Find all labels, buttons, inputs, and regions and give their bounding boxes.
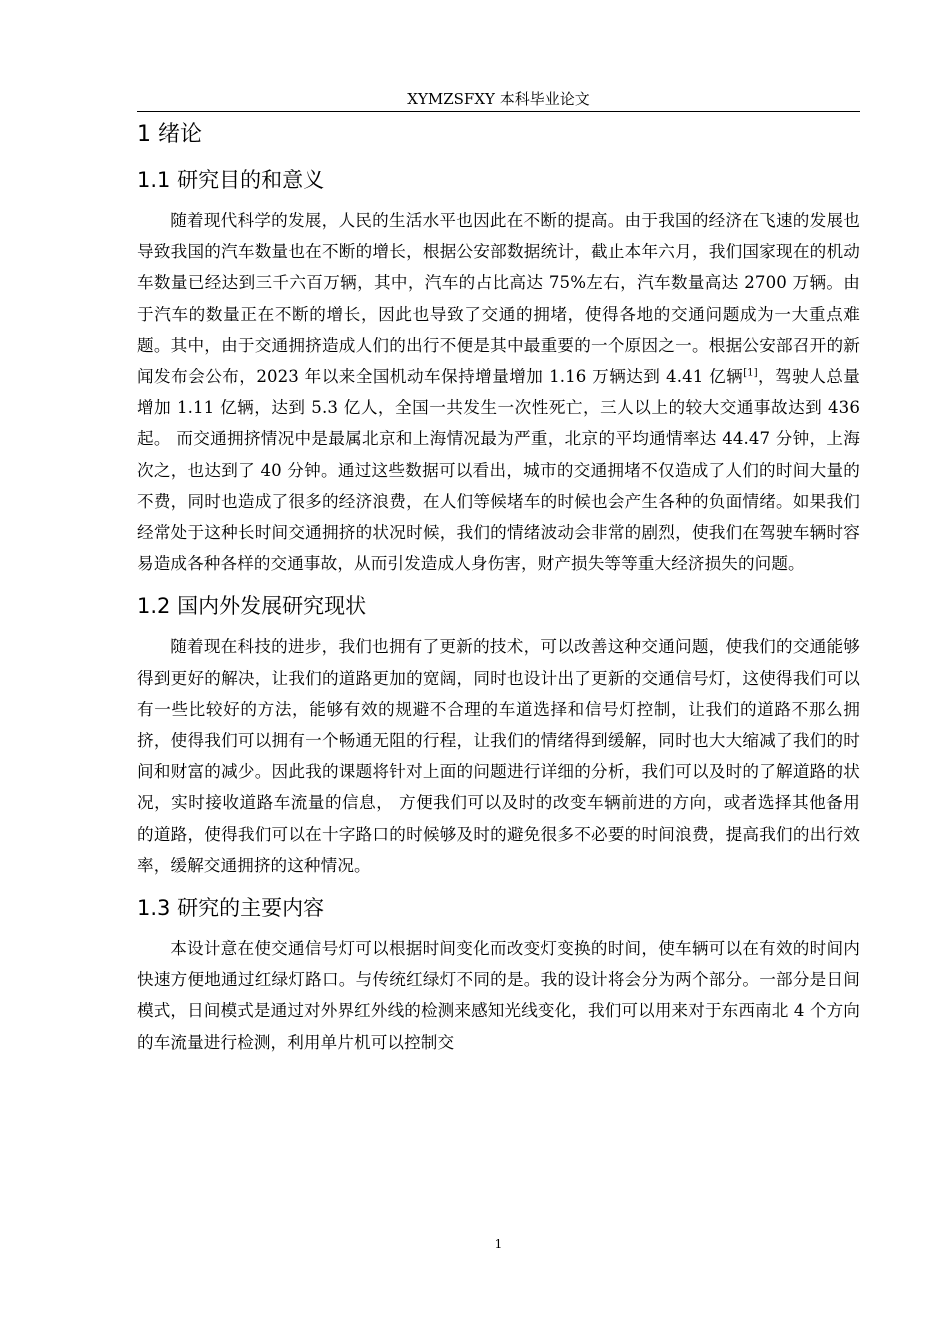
paragraph-1-1	[137, 205, 860, 579]
header-rule	[137, 111, 860, 112]
chapter-title: 1 绪论	[137, 122, 202, 147]
section-title-1-2: 1.2 国内外发展研究现状	[137, 594, 367, 619]
running-header: XYMZSFXY 本科毕业论文	[407, 90, 590, 108]
paragraph-1-2: 随着现在科技的进步，我们也拥有了更新的技术，可以改善这种交通问题，使我们的交通能够得到更好的解决，让我们的道路更加的宽阔，同时也设计出了更新的交通信号灯，这使得我们可以有一些比较好的方法，能够有效的规避不合理的车道选择和信号灯控制，让我们的道路不那么拥挤，使得我们可以拥有一个畅通无阻的行程，让我们的情绪得到缓解，同时也大大缩减了我们的时间和财富的减少。因此我的课题将针对上面的问题进行详细的分析，我们可以及时的了解道路的状况，实时接收道路车流量的信息， 方便我们可以及时的改变车辆前进的方向，或者选择其他备用的道路，使得我们可以在十字路口的时候够及时的避免很多不必要的时间浪费，提高我们的出行效率，缓解交通拥挤的这种情况。	[137, 637, 860, 875]
citation-superscript[interactable]: [1]	[743, 367, 758, 379]
paragraph-text: ，驾驶人总量增加 1.11 亿辆，达到 5.3 亿人，全国一共发生一次性死亡，三人以上的较大交通事故达到 436 起。 而交通拥挤情况中是最属北京和上海情况最为严重，北京的平均通情率达 44.47 分钟，上海次之，也达到了 40 分钟。通过这些数据可以看出，城市的交通拥堵不仅造成了人们的时间大量的不费，同时也造成了很多的经济浪费，在人们等候堵车的时候也会产生各种的负面情绪。如果我们经常处于这种长时间交通拥挤的状况时候，我们的情绪波动会非常的剧烈，使我们在驾驶车辆时容易造成各种各样的交通事故，从而引发造成人身伤害，财产损失等等重大经济损失的问题。	[137, 367, 860, 574]
paragraph-text: 随着现代科学的发展，人民的生活水平也因此在不断的提高。由于我国的经济在飞速的发展也导致我国的汽车数量也在不断的增长，根据公安部数据统计，截止本年六月，我们国家现在的机动车数量已经达到三千六百万辆，其中，汽车的占比高达 75%左右，汽车数量高达 2700 万辆。由于汽车的数量正在不断的增长，因此也导致了交通的拥堵，使得各地的交通问题成为一大重点难题。其中，由于交通拥挤造成人们的出行不便是其中最重要的一个原因之一。根据公安部召开的新闻发布会公布，2023 年以来全国机动车保持增量增加 1.16 万辆达到 4.41 亿辆	[137, 211, 860, 387]
page-number: 1	[494, 1237, 503, 1251]
page-content	[137, 115, 860, 1058]
section-title-1-3: 1.3 研究的主要内容	[137, 896, 325, 921]
section-title-1-1: 1.1 研究目的和意义	[137, 168, 325, 192]
paragraph-1-3: 本设计意在使交通信号灯可以根据时间变化而改变灯变换的时间，使车辆可以在有效的时间内快速方便地通过红绿灯路口。与传统红绿灯不同的是。我的设计将会分为两个部分。一部分是日间模式，日间模式是通过对外界红外线的检测来感知光线变化，我们可以用来对于东西南北 4 个方向的车流量进行检测，利用单片机可以控制交	[137, 939, 860, 1052]
